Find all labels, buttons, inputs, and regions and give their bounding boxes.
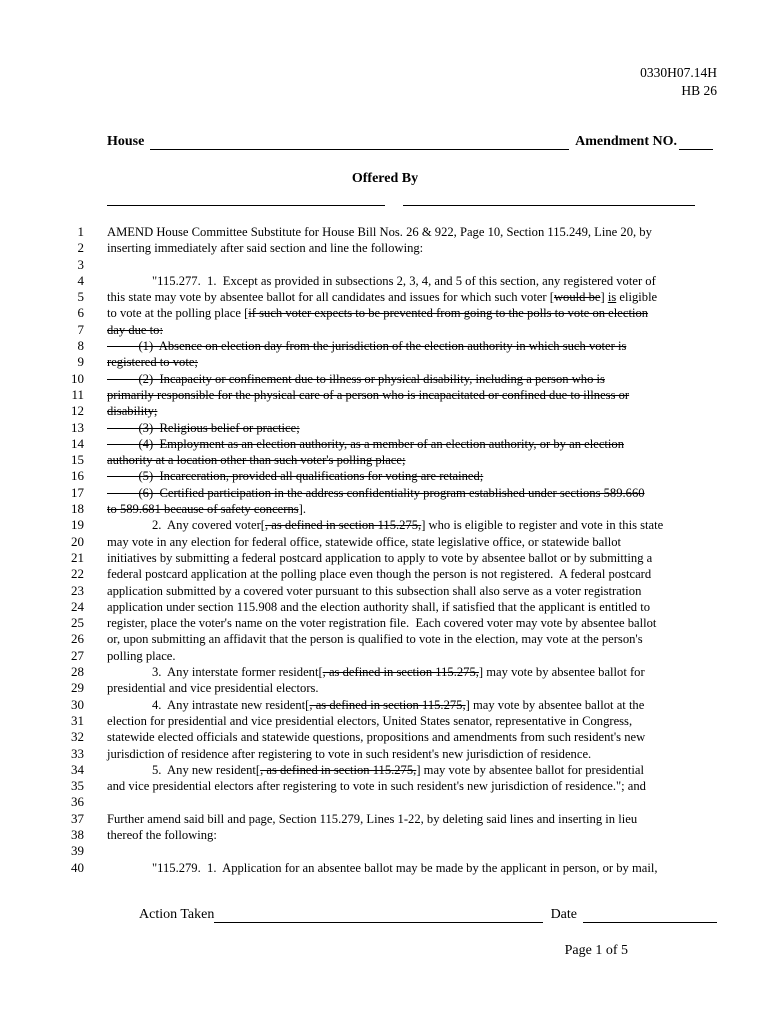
document-line xyxy=(0,452,770,468)
line-number: 19 xyxy=(71,517,84,533)
document-line xyxy=(0,811,770,827)
text-segment: ]. xyxy=(298,502,306,517)
document-line xyxy=(0,468,770,484)
text-segment: jurisdiction of residence after registering to vote in such resident's new jurisdiction of residence. xyxy=(107,746,592,761)
line-text xyxy=(107,224,652,240)
document-line xyxy=(0,436,770,452)
struck-text: if such voter expects to be prevented from going to the polls to vote on election xyxy=(248,306,649,321)
document-line xyxy=(0,729,770,745)
line-number: 6 xyxy=(77,305,84,321)
line-number: 34 xyxy=(71,761,84,777)
text-segment: and vice presidential electors after registering to vote in such resident's new jurisdiction of residence."; and xyxy=(107,779,646,794)
line-number: 24 xyxy=(71,598,84,614)
text-segment: 4. Any intrastate new resident[ xyxy=(152,697,310,712)
line-text xyxy=(107,827,217,843)
line-number: 27 xyxy=(71,647,84,663)
amendment-body xyxy=(0,224,770,876)
line-number: 28 xyxy=(71,664,84,680)
document-line xyxy=(0,680,770,696)
line-number: 22 xyxy=(71,566,84,582)
document-line xyxy=(0,746,770,762)
text-segment: election for presidential and vice presidential electors, United States senator, representative in Congress, xyxy=(107,713,633,728)
struck-text: (2) Incapacity or confinement due to illness or physical disability, including a person who is xyxy=(107,371,605,386)
text-segment: AMEND House Committee Substitute for House Bill Nos. 26 & 922, Page 10, Section 115.249, Line 20, by xyxy=(107,225,652,239)
struck-text: , as defined in section 115.275, xyxy=(264,518,422,533)
line-number: 37 xyxy=(71,810,84,826)
struck-text: day due to: xyxy=(107,322,163,337)
line-number: 26 xyxy=(71,631,84,647)
line-text xyxy=(107,338,626,354)
text-segment: application under section 115.908 and the election authority shall, if satisfied that the applicant is entitled to xyxy=(107,599,651,614)
struck-text: (3) Religious belief or practice; xyxy=(107,420,300,435)
line-text xyxy=(107,289,657,305)
text-segment: "115.277. 1. Except as provided in subsections 2, 3, 4, and 5 of this section, any registered voter of xyxy=(152,273,656,288)
offered-by-district-line xyxy=(403,205,695,206)
line-number: 8 xyxy=(77,338,84,354)
line-number: 25 xyxy=(71,615,84,631)
line-text xyxy=(107,599,650,615)
document-line xyxy=(0,517,770,533)
line-text xyxy=(107,713,632,729)
line-number: 32 xyxy=(71,729,84,745)
line-text xyxy=(107,436,624,452)
line-text xyxy=(107,485,645,501)
amendment-number-label: Amendment NO. xyxy=(575,134,677,149)
line-number: 5 xyxy=(77,289,84,305)
offered-by-label: Offered By xyxy=(351,171,419,186)
line-text xyxy=(152,762,644,778)
line-number: 31 xyxy=(71,712,84,728)
line-number: 23 xyxy=(71,582,84,598)
line-text xyxy=(107,468,483,484)
text-segment: 2. Any covered voter[ xyxy=(152,518,265,533)
text-segment: 5. Any new resident[ xyxy=(152,762,261,777)
document-line xyxy=(0,534,770,550)
line-text xyxy=(107,631,643,647)
page-number: Page 1 of 5 xyxy=(564,943,628,958)
line-number: 16 xyxy=(71,468,84,484)
text-segment: ] who is eligible to register and vote in this state xyxy=(421,518,664,533)
line-number: 11 xyxy=(71,386,84,402)
struck-text: , as defined in section 115.275, xyxy=(260,762,417,777)
document-line xyxy=(0,827,770,843)
action-taken-label: Action Taken xyxy=(139,907,215,922)
document-line xyxy=(0,566,770,582)
document-line xyxy=(0,240,770,256)
line-number: 9 xyxy=(77,354,84,370)
line-number: 35 xyxy=(71,778,84,794)
document-line xyxy=(0,664,770,680)
line-text xyxy=(107,387,629,403)
text-segment: may vote in any election for federal office, statewide office, state legislative office, or statewide ballot xyxy=(107,534,622,549)
struck-text: (6) Certified participation in the address confidentiality program established under sections 589.660 xyxy=(107,485,645,500)
struck-text: , as defined in section 115.275, xyxy=(309,697,466,712)
text-segment: "115.279. 1. Application for an absentee ballot may be made by the applicant in person, or by mail, xyxy=(152,860,658,875)
document-line xyxy=(0,599,770,615)
line-text xyxy=(107,501,306,517)
line-text xyxy=(152,664,645,680)
line-text xyxy=(152,697,644,713)
line-number: 29 xyxy=(71,680,84,696)
struck-text: (5) Incarceration, provided all qualifications for voting are retained; xyxy=(107,469,484,484)
text-segment: 3. Any interstate former resident[ xyxy=(152,665,323,680)
text-segment: presidential and vice presidential electors. xyxy=(107,681,319,696)
house-label: House xyxy=(107,134,145,149)
struck-text: registered to vote; xyxy=(107,355,198,370)
text-segment: this state may vote by absentee ballot for all candidates and issues for which such voter [ xyxy=(107,290,554,305)
line-number: 18 xyxy=(71,501,84,517)
document-line xyxy=(0,762,770,778)
line-text xyxy=(107,811,637,827)
line-number: 36 xyxy=(71,794,84,810)
document-line xyxy=(0,354,770,370)
text-segment: statewide elected officials and statewide questions, propositions and amendments from such resident's new xyxy=(107,730,646,745)
line-number: 21 xyxy=(71,549,84,565)
line-text xyxy=(152,860,658,876)
amendment-heading xyxy=(107,134,713,150)
line-text xyxy=(107,648,176,664)
line-number: 30 xyxy=(71,696,84,712)
line-text xyxy=(107,322,163,338)
line-number: 17 xyxy=(71,484,84,500)
line-number: 10 xyxy=(71,370,84,386)
document-line xyxy=(0,794,770,810)
line-text xyxy=(107,371,605,387)
line-number: 39 xyxy=(71,843,84,859)
text-segment: ] may vote by absentee ballot for xyxy=(478,665,645,680)
text-segment: register, place the voter's name on the voter registration file. Each covered voter may vote by absentee ballot xyxy=(107,616,657,631)
bill-number: HB 26 xyxy=(681,83,717,98)
line-text xyxy=(107,403,157,419)
offered-by-name-line xyxy=(107,205,385,206)
line-number: 3 xyxy=(77,256,84,272)
struck-text: disability; xyxy=(107,404,158,419)
line-text xyxy=(107,615,656,631)
line-number: 13 xyxy=(71,419,84,435)
line-text xyxy=(107,305,648,321)
struck-text: would be xyxy=(553,290,601,305)
line-text xyxy=(107,240,423,256)
document-line xyxy=(0,860,770,876)
document-code: 0330H07.14H xyxy=(640,65,717,80)
line-text xyxy=(107,566,651,582)
line-number: 33 xyxy=(71,745,84,761)
line-number: 38 xyxy=(71,826,84,842)
text-segment: ] may vote by absentee ballot at the xyxy=(465,697,645,712)
struck-text: to 589.681 because of safety concerns xyxy=(107,502,299,517)
struck-text: authority at a location other than such voter's polling place; xyxy=(107,453,406,468)
document-line xyxy=(0,697,770,713)
text-segment: ] xyxy=(600,290,608,305)
line-number: 4 xyxy=(77,272,84,288)
struck-text: primarily responsible for the physical care of a person who is incapacitated or confined due to illness or xyxy=(107,387,630,402)
document-line xyxy=(0,843,770,859)
text-segment: federal postcard application at the polling place even though the person is not registered. A federal postcard xyxy=(107,567,652,582)
document-line xyxy=(0,420,770,436)
document-line xyxy=(0,403,770,419)
line-text xyxy=(107,680,319,696)
line-text xyxy=(107,746,591,762)
document-line xyxy=(0,305,770,321)
line-text xyxy=(107,354,198,370)
house-blank-line xyxy=(150,135,569,150)
text-segment: application submitted by a covered voter pursuant to this subsection shall also serve as a voter registration xyxy=(107,583,642,598)
line-text xyxy=(107,534,621,550)
text-segment: thereof the following: xyxy=(107,827,217,842)
text-segment: polling place. xyxy=(107,648,176,663)
struck-text: , as defined in section 115.275, xyxy=(322,665,479,680)
line-number: 14 xyxy=(71,435,84,451)
document-line xyxy=(0,387,770,403)
document-line xyxy=(0,273,770,289)
line-text xyxy=(107,452,406,468)
line-number: 12 xyxy=(71,403,84,419)
struck-text: (4) Employment as an election authority, as a member of an election authority, or by an election xyxy=(107,436,624,451)
line-number: 1 xyxy=(77,224,84,239)
document-line xyxy=(0,289,770,305)
inserted-text: is xyxy=(607,290,617,305)
line-text xyxy=(107,583,641,599)
text-segment: ] may vote by absentee ballot for presidential xyxy=(416,762,644,777)
struck-text: (1) Absence on election day from the jurisdiction of the election authority in which such voter is xyxy=(107,339,627,354)
text-segment: initiatives by submitting a federal postcard application to apply to vote by absentee ballot or by submitting a xyxy=(107,550,653,565)
action-taken-blank xyxy=(214,908,542,923)
line-text xyxy=(107,550,652,566)
document-line xyxy=(0,713,770,729)
document-line xyxy=(0,501,770,517)
text-segment: to vote at the polling place [ xyxy=(107,306,249,321)
line-text xyxy=(107,729,645,745)
document-line xyxy=(0,778,770,794)
document-line xyxy=(0,550,770,566)
amendment-number-blank xyxy=(679,135,713,150)
document-line xyxy=(0,338,770,354)
document-line xyxy=(0,648,770,664)
document-line xyxy=(0,257,770,273)
text-segment: Further amend said bill and page, Section 115.279, Lines 1-22, by deleting said lines and inserting in lieu xyxy=(107,811,638,826)
text-segment: eligible xyxy=(616,290,658,305)
line-number: 2 xyxy=(77,240,84,256)
document-line xyxy=(0,371,770,387)
date-blank xyxy=(583,908,717,923)
line-number: 7 xyxy=(77,321,84,337)
line-number: 40 xyxy=(71,859,84,875)
line-text xyxy=(107,420,300,436)
action-taken-row xyxy=(139,907,717,923)
line-text xyxy=(152,517,663,533)
line-number: 20 xyxy=(71,533,84,549)
document-line xyxy=(0,583,770,599)
text-segment: inserting immediately after said section and line the following: xyxy=(107,241,424,256)
text-segment: or, upon submitting an affidavit that the person is qualified to vote in the election, may vote at the person's xyxy=(107,632,643,647)
line-number: 15 xyxy=(71,452,84,468)
document-line xyxy=(0,322,770,338)
document-line xyxy=(0,224,770,240)
document-line xyxy=(0,631,770,647)
line-text xyxy=(152,273,656,289)
document-line xyxy=(0,615,770,631)
document-line xyxy=(0,485,770,501)
date-label: Date xyxy=(550,907,577,922)
line-text xyxy=(107,778,646,794)
